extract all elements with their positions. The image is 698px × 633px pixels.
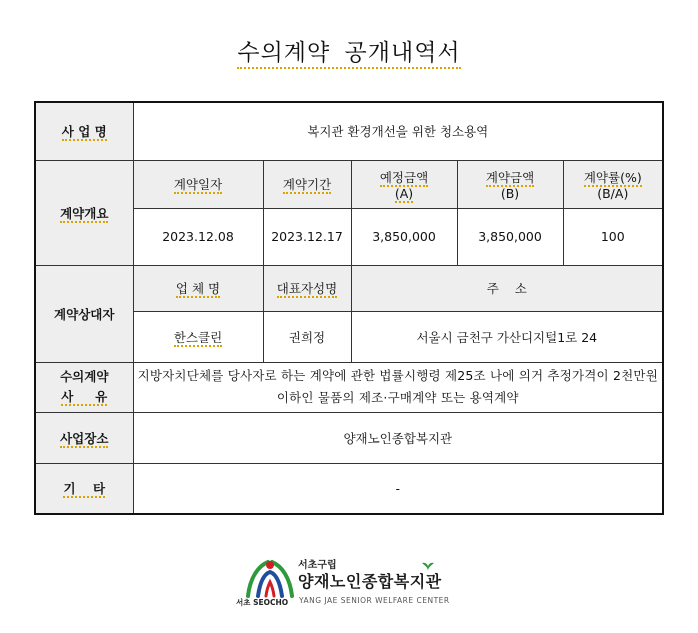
place-value: 양재노인종합복지관: [133, 412, 663, 463]
contract-table: [34, 101, 664, 515]
business-row: [35, 102, 663, 160]
representative-value: 권희정: [263, 311, 351, 362]
org-small-label: 서초구립: [298, 560, 337, 571]
etc-label: 기 타: [35, 463, 133, 514]
welfare-center-logo-icon: [244, 556, 296, 598]
party-header-row: [35, 265, 663, 311]
address-header: 주 소: [351, 265, 663, 311]
rate-header: 계약률(%) (B/A): [563, 160, 663, 208]
representative-header: 대표자성명: [263, 265, 351, 311]
etc-row: [35, 463, 663, 514]
estimate-value: 3,850,000: [351, 208, 457, 265]
contract-header-row: [35, 160, 663, 208]
org-english-name: YANG JAE SENIOR WELFARE CENTER: [299, 596, 450, 605]
rate-value: 100: [563, 208, 663, 265]
contract-date-value: 2023.12.08: [133, 208, 263, 265]
party-label: 계약상대자: [35, 265, 133, 362]
reason-label: 수의계약 사 유: [35, 362, 133, 412]
document-title: 수의계약 공개내역서: [0, 34, 698, 67]
business-value: 복지관 환경개선을 위한 청소용역: [133, 102, 663, 160]
district-label: 서초 SEOCHO: [236, 598, 289, 607]
company-value: 한스클린: [133, 311, 263, 362]
org-name: 양재노인종합복지관: [298, 572, 442, 591]
contract-period-value: 2023.12.17: [263, 208, 351, 265]
amount-header: 계약금액 (B): [457, 160, 563, 208]
contract-date-header: 계약일자: [133, 160, 263, 208]
contract-label: 계약개요: [35, 160, 133, 265]
amount-value: 3,850,000: [457, 208, 563, 265]
reason-value: 지방자치단체를 당사자로 하는 계약에 관한 법률시행령 제25조 나에 의거 추정가격이 2천만원 이하인 물품의 제조·구매계약 또는 용역계약: [133, 362, 663, 412]
leaf-icon: [421, 559, 435, 571]
reason-row: [35, 362, 663, 412]
contract-period-header: 계약기간: [263, 160, 351, 208]
estimate-header: 예정금액 (A): [351, 160, 457, 208]
business-label: 사 업 명: [35, 102, 133, 160]
address-value: 서울시 금천구 가산디지털1로 24: [351, 311, 663, 362]
place-row: [35, 412, 663, 463]
place-label: 사업장소: [35, 412, 133, 463]
etc-value: -: [133, 463, 663, 514]
company-header: 업 체 명: [133, 265, 263, 311]
footer-logo: [236, 556, 462, 608]
